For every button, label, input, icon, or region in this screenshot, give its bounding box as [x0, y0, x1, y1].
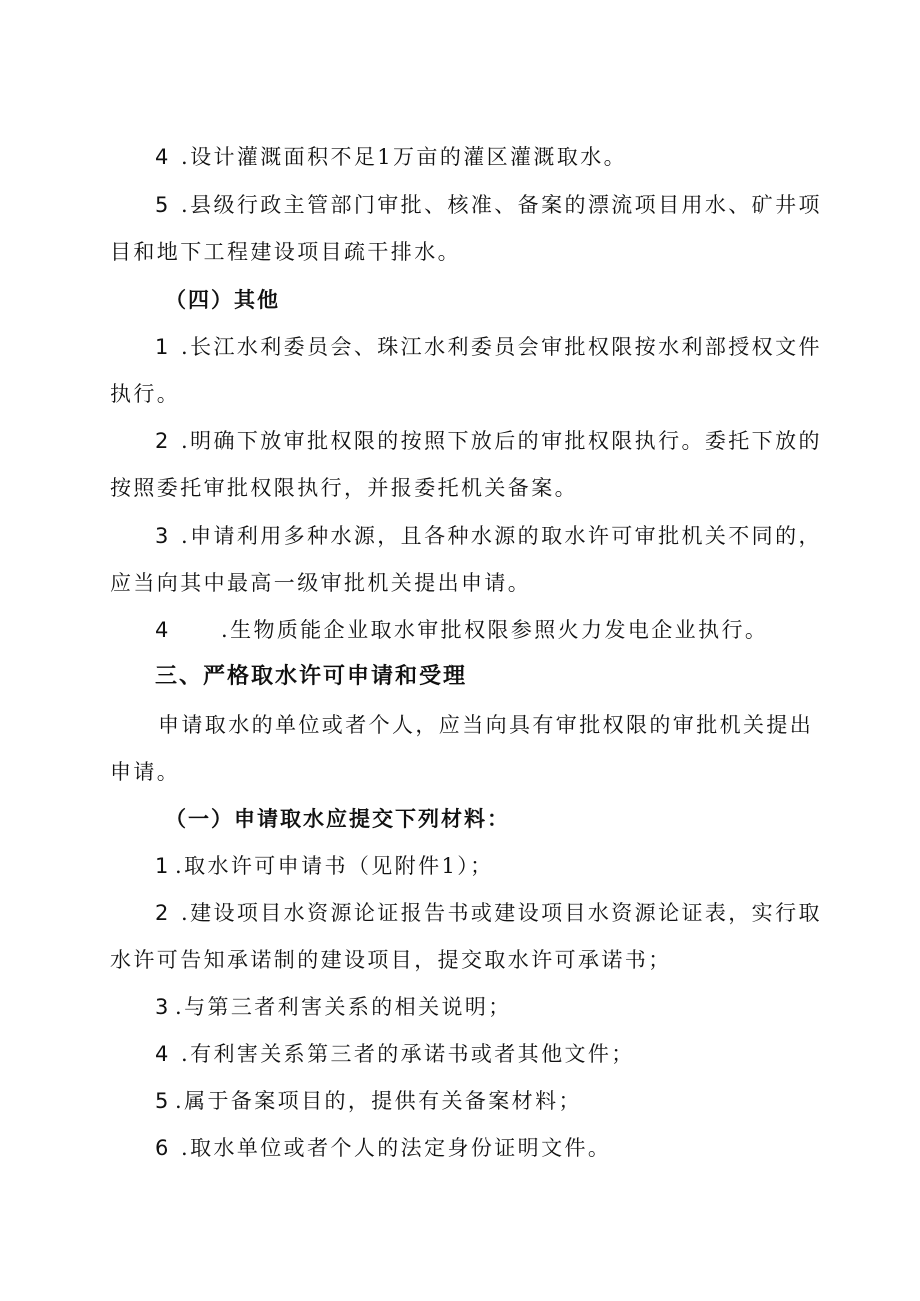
item-number: 4: [155, 1042, 169, 1066]
paragraph-line: [0, 333, 920, 361]
paragraph-line: [0, 380, 920, 408]
paragraph-line: [0, 852, 920, 880]
item-text: .建设项目水资源论证报告书或建设项目水资源论证表，实行取: [181, 901, 822, 925]
paragraph-line: [0, 474, 920, 502]
paragraph-line: [0, 238, 920, 266]
item-text: .属于备案项目的，提供有关备案材料；: [175, 1089, 582, 1113]
item-text: .县级行政主管部门审批、核准、备案的漂流项目用水、矿井项: [181, 193, 822, 217]
item-number: 1: [155, 854, 169, 878]
paragraph-line: [0, 711, 920, 739]
paragraph-line: [0, 522, 920, 550]
item-number: 5: [155, 1089, 169, 1113]
item-text: .长江水利委员会、珠江水利委员会审批权限按水利部授权文件: [181, 335, 822, 359]
item-text: .生物质能企业取水审批权限参照火力发电企业执行。: [221, 618, 769, 642]
item-number: 6: [155, 1136, 169, 1160]
paragraph-line: [0, 1087, 920, 1115]
item-text: .设计灌溉面积不足1万亩的灌区灌溉取水。: [181, 145, 628, 169]
continuation-text: 执行。: [110, 382, 181, 406]
item-number: 2: [155, 901, 169, 925]
item-text: .与第三者利害关系的相关说明；: [175, 995, 512, 1019]
continuation-text: 按照委托审批权限执行，并报委托机关备案。: [110, 476, 578, 500]
paragraph-line: [0, 993, 920, 1021]
item-number: 3: [155, 995, 169, 1019]
item-number: 2: [155, 429, 169, 453]
paragraph-line: [0, 899, 920, 927]
continuation-text: 申请。: [110, 760, 181, 784]
item-number: 3: [155, 524, 169, 548]
subsection-title: （一）申请取水应提交下列材料：: [165, 807, 510, 831]
section-title: （四）其他: [165, 288, 280, 312]
paragraph-line: [0, 191, 920, 219]
item-text: .申请利用多种水源，且各种水源的取水许可审批机关不同的，: [181, 524, 822, 548]
paragraph-line: [0, 1040, 920, 1068]
item-number: 1: [155, 335, 169, 359]
paragraph-line: [0, 758, 920, 786]
item-number: 5: [155, 193, 169, 217]
item-number: 4: [155, 618, 169, 642]
paragraph-line: [0, 143, 920, 171]
continuation-text: 水许可告知承诺制的建设项目，提交取水许可承诺书；: [110, 948, 672, 972]
chapter-title: 三、严格取水许可申请和受理: [155, 664, 468, 689]
continuation-text: 应当向其中最高一级审批机关提出申请。: [110, 571, 532, 595]
item-number: 4: [155, 145, 169, 169]
item-text: .明确下放审批权限的按照下放后的审批权限执行。委托下放的: [181, 429, 822, 453]
item-text: .取水许可申请书（见附件1）；: [175, 854, 494, 878]
paragraph-line: [0, 569, 920, 597]
item-text: .有利害关系第三者的承诺书或者其他文件；: [181, 1042, 635, 1066]
paragraph-line: [0, 1134, 920, 1162]
paragraph-line: [0, 946, 920, 974]
item-text: .取水单位或者个人的法定身份证明文件。: [181, 1136, 612, 1160]
continuation-text: 目和地下工程建设项目疏干排水。: [110, 240, 461, 264]
paragraph-text: 申请取水的单位或者个人，应当向具有审批权限的审批机关提出: [158, 713, 814, 737]
paragraph-line: [0, 427, 920, 455]
paragraph-line: [0, 616, 920, 644]
